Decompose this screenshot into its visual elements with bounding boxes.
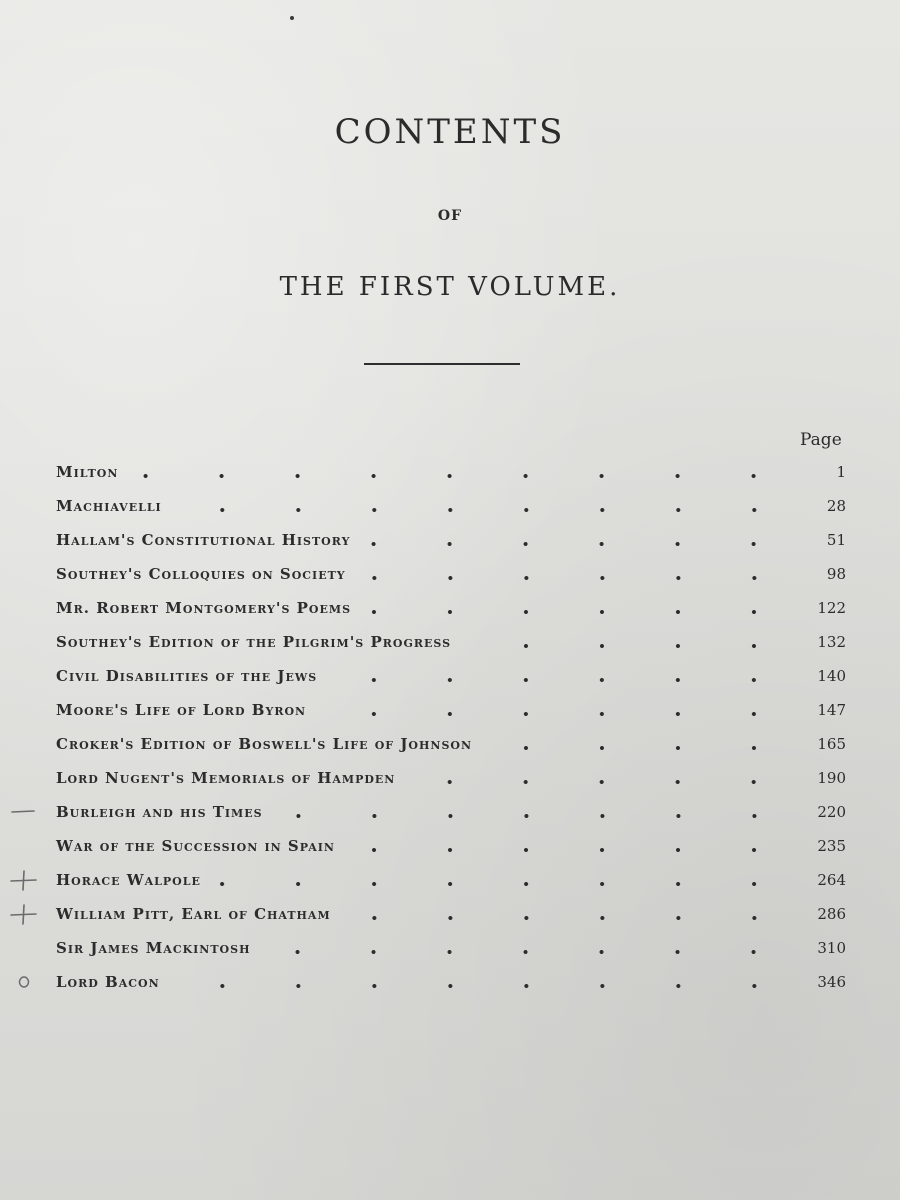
toc-entry-page-number: 165 [817,735,846,753]
toc-entry-page-number: 132 [817,633,846,651]
toc-entry-page-number: 235 [817,837,846,855]
toc-entry-page-number: 147 [817,701,846,719]
toc-entry-title: Machiavelli [56,497,162,515]
dot-leader [361,610,792,614]
toc-entry-page-number: 286 [817,905,846,923]
pencil-cross-icon [10,903,38,925]
pencil-cross-icon [10,869,38,891]
toc-entry-title: Sir James Mackintosh [56,939,251,957]
toc-entry [56,523,846,557]
page-heading-volume: THE FIRST VOLUME. [279,272,621,302]
toc-entry-page-number: 1 [836,463,846,481]
toc-entry [56,761,846,795]
toc-entry-title: War of the Succession in Spain [56,837,335,855]
toc-entry-title: Southey's Edition of the Pilgrim's Progress [56,633,452,651]
dot-leader [172,508,792,512]
dot-leader [327,678,792,682]
toc-entry-title: Horace Walpole [56,871,201,889]
pencil-dash-icon [10,801,38,823]
toc-entry-page-number: 346 [817,973,846,991]
table-of-contents [56,455,846,999]
dot-leader [405,780,792,784]
toc-entry [56,931,846,965]
toc-entry [56,727,846,761]
dot-leader [482,746,792,750]
toc-entry-page-number: 51 [826,531,846,549]
toc-entry [56,829,846,863]
toc-entry-page-number: 310 [817,939,846,957]
heading-divider-rule [364,363,520,365]
toc-entry-title: Moore's Life of Lord Byron [56,701,307,719]
page-heading-of: OF [437,208,463,224]
page-heading-contents: CONTENTS [334,112,566,152]
dot-leader [360,542,792,546]
toc-entry-title: Mr. Robert Montgomery's Poems [56,599,352,617]
dot-leader [341,916,792,920]
dot-leader [273,814,792,818]
toc-entry [56,795,846,829]
toc-entry-title: Southey's Colloquies on Society [56,565,346,583]
toc-entry [56,659,846,693]
toc-entry-page-number: 122 [817,599,846,617]
toc-entry [56,489,846,523]
toc-entry-page-number: 190 [817,769,846,787]
dot-leader [461,644,792,648]
dot-leader [170,984,792,988]
toc-entry-title: Burleigh and his Times [56,803,263,821]
toc-entry-page-number: 264 [817,871,846,889]
dot-leader [356,576,792,580]
toc-entry [56,863,846,897]
toc-entry-page-number: 98 [826,565,846,583]
ink-speck [290,16,294,20]
page-column-label: Page [800,430,842,450]
dot-leader [260,950,792,954]
toc-entry-page-number: 220 [817,803,846,821]
dot-leader [211,882,792,886]
toc-entry [56,455,846,489]
pencil-circle-icon [10,971,38,993]
toc-entry [56,625,846,659]
toc-entry-title: William Pitt, Earl of Chatham [56,905,331,923]
toc-entry-title: Hallam's Constitutional History [56,531,351,549]
toc-entry-title: Lord Bacon [56,973,160,991]
toc-entry [56,897,846,931]
dot-leader [316,712,792,716]
toc-entry-title: Croker's Edition of Boswell's Life of Johnson [56,735,473,753]
toc-entry-title: Milton [56,463,119,481]
toc-entry [56,965,846,999]
toc-entry-page-number: 140 [817,667,846,685]
toc-entry [56,591,846,625]
toc-entry [56,557,846,591]
toc-entry [56,693,846,727]
toc-entry-page-number: 28 [826,497,846,515]
toc-entry-title: Civil Disabilities of the Jews [56,667,318,685]
dot-leader [345,848,792,852]
dot-leader [128,474,792,478]
toc-entry-title: Lord Nugent's Memorials of Hampden [56,769,396,787]
